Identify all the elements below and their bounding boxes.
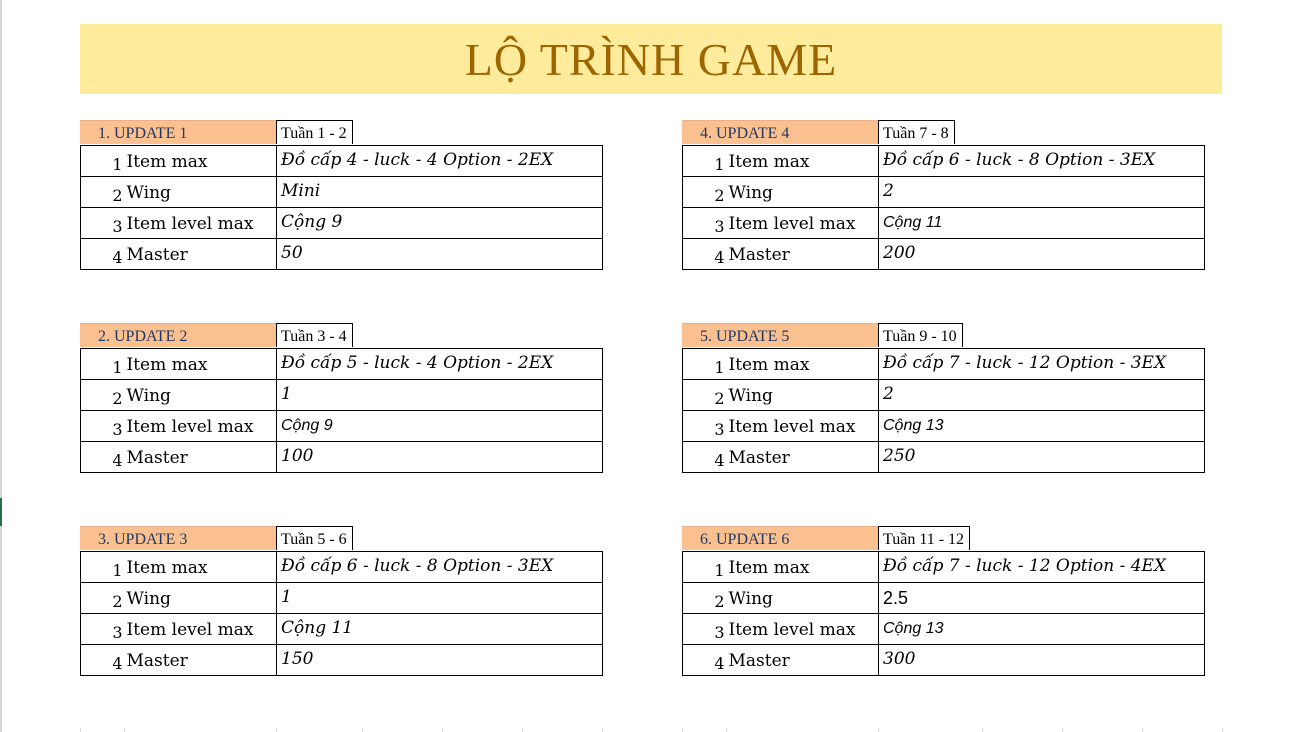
row-label[interactable]: Item level max [125,208,277,239]
table-row [683,614,1205,645]
update-name-cell[interactable]: 4. UPDATE 4 [682,120,878,144]
gridline-tick [80,728,81,732]
row-value[interactable]: 2 [879,177,1205,208]
row-value[interactable]: Đồ cấp 6 - luck - 8 Option - 3EX [277,552,603,583]
gridline-tick [1142,728,1143,732]
gridline-tick [878,728,879,732]
row-value[interactable]: 2.5 [879,583,1205,614]
update-header [682,120,1224,145]
table-row [81,552,603,583]
update-week-cell[interactable]: Tuần 9 - 10 [878,323,963,347]
row-number[interactable]: 1 [683,349,727,380]
sheet-left-border [0,0,2,732]
table-row [683,411,1205,442]
update-header [682,323,1224,348]
row-value[interactable]: Cộng 13 [879,614,1205,645]
row-number[interactable]: 4 [81,645,125,676]
table-row [81,177,603,208]
row-value[interactable]: Đồ cấp 7 - luck - 12 Option - 3EX [879,349,1205,380]
table-row [81,411,603,442]
row-label[interactable]: Master [727,442,879,473]
row-value[interactable]: Cộng 11 [879,208,1205,239]
row-value[interactable]: Đồ cấp 5 - luck - 4 Option - 2EX [277,349,603,380]
row-value[interactable]: Cộng 11 [277,614,603,645]
row-label[interactable]: Wing [727,380,879,411]
title-banner[interactable] [80,24,1222,94]
update-week-cell[interactable]: Tuần 7 - 8 [878,120,955,144]
row-label[interactable]: Master [727,645,879,676]
table-row [81,208,603,239]
table-row [81,146,603,177]
update-items-table [80,551,603,676]
row-number[interactable]: 4 [683,645,727,676]
row-number[interactable]: 2 [683,177,727,208]
row-selection-marker [0,498,2,526]
gridline-tick [276,728,277,732]
row-value[interactable]: 1 [277,583,603,614]
update-name-cell[interactable]: 2. UPDATE 2 [80,323,276,347]
table-row [81,645,603,676]
row-value[interactable]: Cộng 13 [879,411,1205,442]
update-header [682,526,1224,551]
row-value[interactable]: Đồ cấp 4 - luck - 4 Option - 2EX [277,146,603,177]
row-number[interactable]: 1 [81,349,125,380]
table-row [683,239,1205,270]
update-week-cell[interactable]: Tuần 1 - 2 [276,120,353,144]
update-block-2 [80,323,622,473]
row-value[interactable]: 100 [277,442,603,473]
update-items-table [682,145,1205,270]
row-number[interactable]: 4 [683,239,727,270]
update-header [80,526,622,551]
gridline-tick [682,728,683,732]
update-items-table [80,348,603,473]
row-label[interactable]: Item max [727,146,879,177]
row-label[interactable]: Item max [727,349,879,380]
row-number[interactable]: 1 [81,146,125,177]
row-number[interactable]: 3 [683,614,727,645]
table-row [81,614,603,645]
row-number[interactable]: 1 [81,552,125,583]
row-value[interactable]: 250 [879,442,1205,473]
row-value[interactable]: Đồ cấp 6 - luck - 8 Option - 3EX [879,146,1205,177]
row-label[interactable]: Item max [125,349,277,380]
table-row [81,380,603,411]
row-value[interactable]: 200 [879,239,1205,270]
gridline-tick [602,728,603,732]
update-block-4 [682,120,1224,270]
row-label[interactable]: Wing [125,583,277,614]
update-week-cell[interactable]: Tuần 5 - 6 [276,526,353,550]
row-label[interactable]: Wing [125,177,277,208]
row-label[interactable]: Master [125,645,277,676]
update-name-cell[interactable]: 5. UPDATE 5 [682,323,878,347]
row-number[interactable]: 3 [683,411,727,442]
table-row [683,177,1205,208]
row-label[interactable]: Wing [727,177,879,208]
row-label[interactable]: Item level max [727,208,879,239]
row-label[interactable]: Item level max [125,614,277,645]
row-number[interactable]: 2 [81,177,125,208]
row-label[interactable]: Master [727,239,879,270]
row-number[interactable]: 3 [81,614,125,645]
gridline-tick [442,728,443,732]
update-items-table [682,551,1205,676]
update-name-cell[interactable]: 6. UPDATE 6 [682,526,878,550]
row-number[interactable]: 2 [81,583,125,614]
row-label[interactable]: Item level max [727,411,879,442]
update-week-cell[interactable]: Tuần 11 - 12 [878,526,970,550]
gridline-ticks [0,728,1302,732]
row-number[interactable]: 4 [81,442,125,473]
gridline-tick [362,728,363,732]
row-value[interactable]: 150 [277,645,603,676]
update-name-cell[interactable]: 1. UPDATE 1 [80,120,276,144]
update-items-table [80,145,603,270]
table-row [683,349,1205,380]
update-header [80,120,622,145]
table-row [81,583,603,614]
update-header [80,323,622,348]
table-row [683,645,1205,676]
row-label[interactable]: Item level max [727,614,879,645]
row-number[interactable]: 4 [81,239,125,270]
page-title: LỘ TRÌNH GAME [464,33,838,85]
update-block-3 [80,526,622,676]
row-value[interactable]: Cộng 9 [277,411,603,442]
table-row [683,208,1205,239]
table-row [683,442,1205,473]
row-value[interactable]: Mini [277,177,603,208]
row-label[interactable]: Item level max [125,411,277,442]
row-number[interactable]: 2 [683,583,727,614]
table-row [683,146,1205,177]
update-block-5 [682,323,1224,473]
table-row [683,583,1205,614]
gridline-tick [522,728,523,732]
row-label[interactable]: Item max [125,146,277,177]
gridline-tick [1222,728,1223,732]
row-number[interactable]: 4 [683,442,727,473]
gridline-tick [726,728,727,732]
table-row [81,239,603,270]
row-value[interactable]: 300 [879,645,1205,676]
row-label[interactable]: Wing [727,583,879,614]
row-number[interactable]: 1 [683,146,727,177]
row-number[interactable]: 2 [81,380,125,411]
gridline-tick [1062,728,1063,732]
gridline-tick [982,728,983,732]
row-number[interactable]: 2 [683,380,727,411]
row-label[interactable]: Wing [125,380,277,411]
row-number[interactable]: 3 [683,208,727,239]
row-value[interactable]: Đồ cấp 7 - luck - 12 Option - 4EX [879,552,1205,583]
update-name-cell[interactable]: 3. UPDATE 3 [80,526,276,550]
row-value[interactable]: Cộng 9 [277,208,603,239]
update-block-1 [80,120,622,270]
table-row [81,442,603,473]
table-row [683,380,1205,411]
update-items-table [682,348,1205,473]
row-value[interactable]: 2 [879,380,1205,411]
row-label[interactable]: Item max [125,552,277,583]
row-number[interactable]: 3 [81,208,125,239]
row-number[interactable]: 1 [683,552,727,583]
row-label[interactable]: Master [125,239,277,270]
table-row [683,552,1205,583]
table-row [81,349,603,380]
row-value[interactable]: 1 [277,380,603,411]
update-block-6 [682,526,1224,676]
gridline-tick [124,728,125,732]
update-week-cell[interactable]: Tuần 3 - 4 [276,323,353,347]
row-number[interactable]: 3 [81,411,125,442]
row-label[interactable]: Master [125,442,277,473]
row-value[interactable]: 50 [277,239,603,270]
row-label[interactable]: Item max [727,552,879,583]
